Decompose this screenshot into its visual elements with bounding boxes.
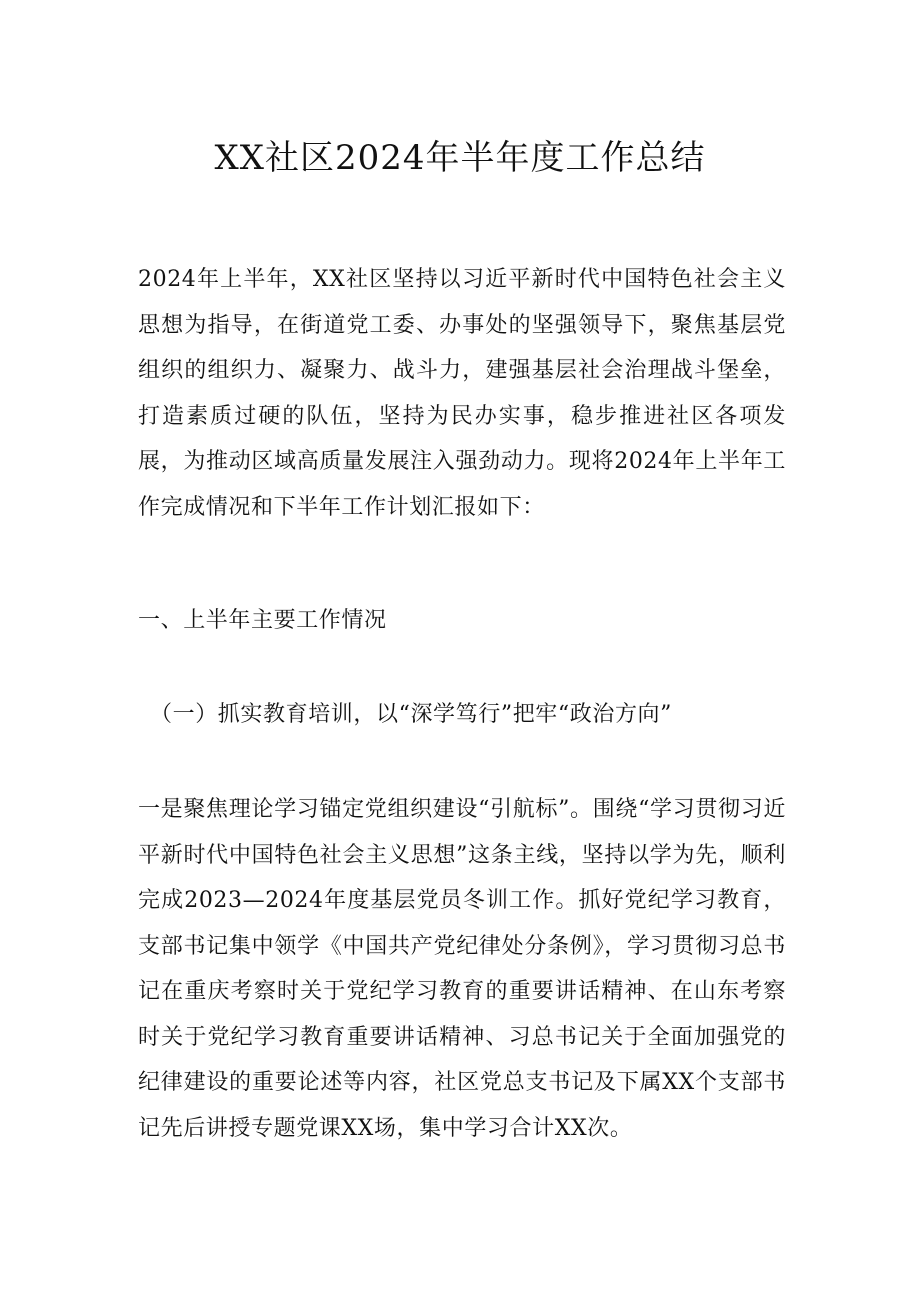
- intro-paragraph: 2024年上半年，XX社区坚持以习近平新时代中国特色社会主义思想为指导，在街道党工委、办事处的坚强领导下，聚焦基层党组织的组织力、凝聚力、战斗力，建强基层社会治理战斗堡垒，打造素质过硬的队伍，坚持为民办实事，稳步推进社区各项发展，为推动区域高质量发展注入强劲动力。现将2024年上半年工作完成情况和下半年工作计划汇报如下：: [138, 267, 786, 520]
- document-title: XX社区2024年半年度工作总结: [214, 138, 706, 178]
- body-paragraph: 一是聚焦理论学习锚定党组织建设“引航标”。围绕“学习贯彻习近平新时代中国特色社会主义思想”这条主线，坚持以学为先，顺利完成2023—2024年度基层党员冬训工作。抓好党纪学习教育，支部书记集中领学《中国共产党纪律处分条例》，学习贯彻习总书记在重庆考察时关于党纪学习教育的重要讲话精神、在山东考察时关于党纪学习教育重要讲话精神、习总书记关于全面加强党的纪律建设的重要论述等内容，社区党总支书记及下属XX个支部书记先后讲授专题党课XX场，集中学习合计XX次。: [138, 797, 786, 1141]
- section-heading: 一、上半年主要工作情况: [138, 608, 387, 633]
- subsection-heading: （一）抓实教育培训，以“深学笃行”把牢“政治方向”: [150, 702, 672, 727]
